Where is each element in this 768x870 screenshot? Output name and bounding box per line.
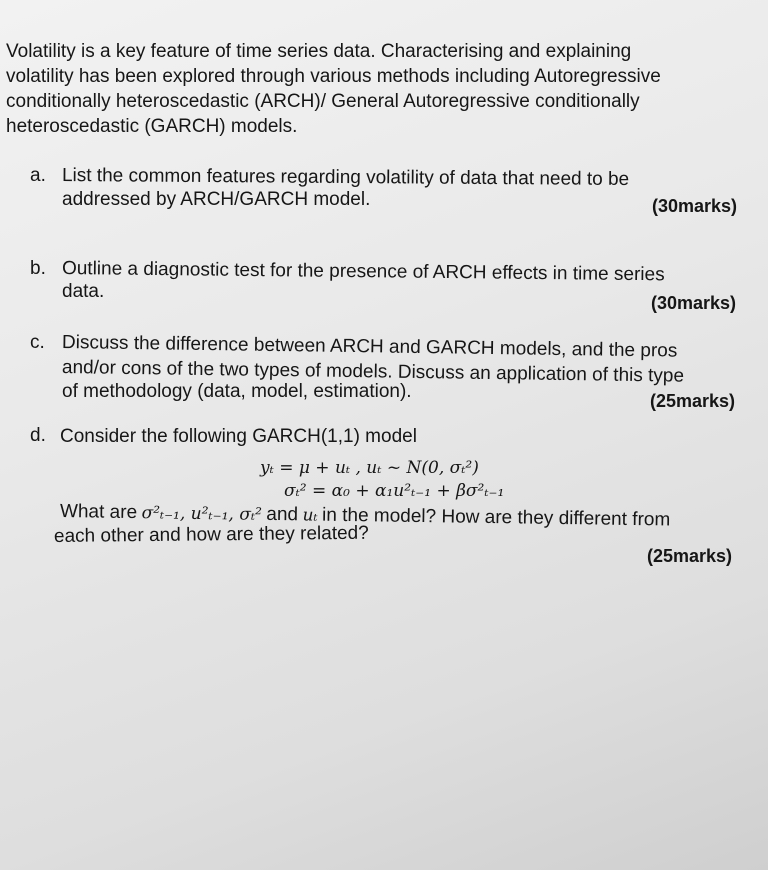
- intro-line: heteroscedastic (GARCH) models.: [6, 116, 298, 137]
- intro-line: conditionally heteroscedastic (ARCH)/ General Autoregressive conditionally: [6, 91, 640, 112]
- question-label: d.: [30, 425, 46, 446]
- question-var: uₜ: [302, 505, 318, 526]
- question-terms: σ²ₜ₋₁, u²ₜ₋₁, σₜ²: [141, 503, 263, 525]
- marks-label: (25marks): [647, 546, 733, 566]
- question-text: List the common features regarding volatility of data that need to be: [61, 165, 630, 190]
- marks-label: (30marks): [651, 293, 737, 313]
- equation-mean: yₜ = μ + uₜ , uₜ ~ N(0, σₜ²): [260, 458, 479, 478]
- question-text: each other and how are they related?: [53, 522, 369, 547]
- question-text: What are: [59, 501, 138, 524]
- question-text: and: [266, 503, 299, 526]
- question-text: in the model? How are they different from: [321, 504, 671, 531]
- question-text: and/or cons of the two types of models. Discuss an application of this type: [61, 357, 685, 387]
- marks-label: (25marks): [650, 391, 736, 411]
- intro-line: volatility has been explored through various methods including Autoregressive: [6, 66, 661, 87]
- intro-line: Volatility is a key feature of time series data. Characterising and explaining: [6, 41, 632, 62]
- question-text: Discuss the difference between ARCH and GARCH models, and the pros: [61, 332, 678, 362]
- question-text: data.: [62, 281, 105, 302]
- question-text: of methodology (data, model, estimation).: [62, 381, 412, 402]
- question-label: c.: [30, 332, 45, 353]
- question-label: a.: [30, 165, 46, 186]
- question-label: b.: [30, 258, 46, 279]
- question-text: Consider the following GARCH(1,1) model: [60, 426, 417, 447]
- marks-label: (30marks): [652, 196, 738, 216]
- equation-variance: σₜ² = α₀ + α₁u²ₜ₋₁ + βσ²ₜ₋₁: [284, 481, 505, 501]
- question-text: Outline a diagnostic test for the presence of ARCH effects in time series: [61, 258, 665, 286]
- question-text: addressed by ARCH/GARCH model.: [62, 189, 371, 210]
